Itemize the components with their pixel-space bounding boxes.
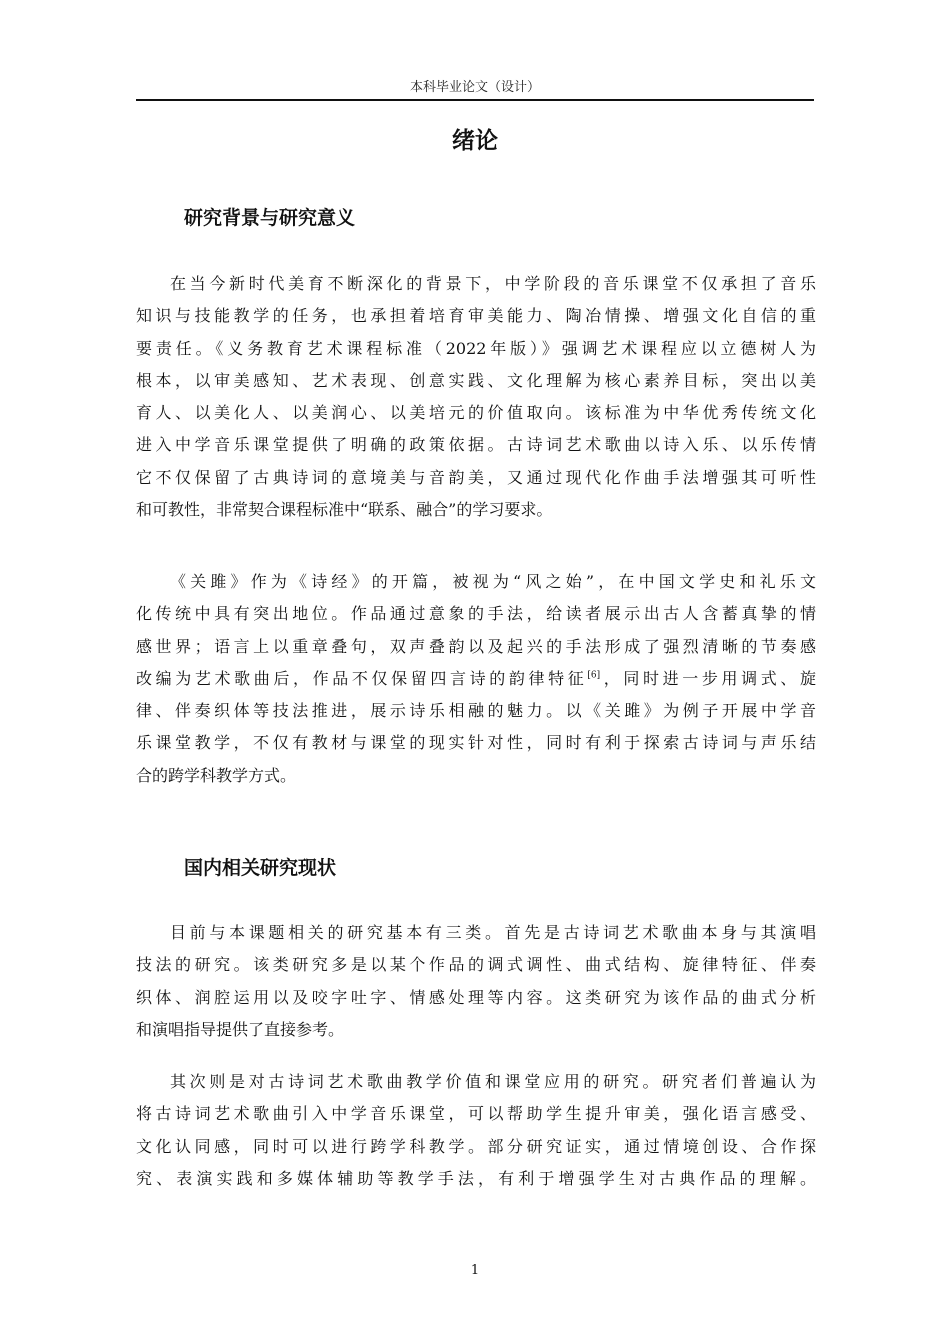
text-line: 律、伴奏织体等技法推进，展示诗乐相融的魅力。以《关雎》为例子开展中学音: [136, 701, 816, 721]
text-line: 《关雎》作为《诗经》的开篇，被视为“风之始”，在中国文学史和礼乐文: [170, 572, 816, 591]
text-line-with-citation: [136, 663, 816, 695]
running-header: 本科毕业论文（设计）: [409, 80, 540, 95]
paragraph-status-2: [136, 1066, 816, 1195]
page-number: 1: [470, 1263, 480, 1278]
text-line: 其次则是对古诗词艺术歌曲教学价值和课堂应用的研究。研究者们普遍认为: [170, 1072, 816, 1091]
text-line: 和可教性，非常契合课程标准中“联系、融合”的学习要求。: [136, 500, 553, 520]
text-line: 技法的研究。该类研究多是以某个作品的调式调性、曲式结构、旋律特征、伴奏: [136, 955, 816, 975]
chapter-title: 绪论: [452, 128, 498, 154]
text-line: 进入中学音乐课堂提供了明确的政策依据。古诗词艺术歌曲以诗入乐、以乐传情: [136, 435, 816, 455]
text-line: 文化认同感，同时可以进行跨学科教学。部分研究证实，通过情境创设、合作探: [136, 1136, 816, 1156]
text-line: 要责任。《义务教育艺术课程标准（2022年版）》强调艺术课程应以立德树人为: [136, 338, 816, 358]
text-line: 和演唱指导提供了直接参考。: [136, 1019, 345, 1039]
text-line: 合的跨学科教学方式。: [136, 765, 297, 785]
text-line: 在当今新时代美育不断深化的背景下，中学阶段的音乐课堂不仅承担了音乐: [170, 274, 816, 293]
text-line: 目前与本课题相关的研究基本有三类。首先是古诗词艺术歌曲本身与其演唱: [170, 923, 816, 942]
paragraph-background-2: [136, 566, 816, 792]
text-line: 育人、以美化人、以美润心、以美培元的价值取向。该标准为中华优秀传统文化: [136, 403, 816, 423]
text-line: 究、表演实践和多媒体辅助等教学手法，有利于增强学生对古典作品的理解。: [136, 1168, 816, 1188]
section-heading-research-status: 国内相关研究现状: [184, 857, 337, 879]
text-segment: 改编为艺术歌曲后，作品不仅保留四言诗的韵律特征: [136, 668, 588, 688]
text-line: 知识与技能教学的任务，也承担着培育审美能力、陶冶情操、增强文化自信的重: [136, 306, 816, 326]
text-line: 乐课堂教学，不仅有教材与课堂的现实针对性，同时有利于探索古诗词与声乐结: [136, 733, 816, 753]
section-heading-background: 研究背景与研究意义: [184, 207, 356, 229]
header-rule: [136, 99, 814, 101]
text-line: 感世界；语言上以重章叠句，双声叠韵以及起兴的手法形成了强烈清晰的节奏感: [136, 636, 816, 656]
text-line: 化传统中具有突出地位。作品通过意象的手法，给读者展示出古人含蓄真挚的情: [136, 604, 816, 624]
paragraph-background-1: [136, 268, 816, 526]
paragraph-status-1: [136, 917, 816, 1046]
text-line: 织体、润腔运用以及咬字吐字、情感处理等内容。这类研究为该作品的曲式分析: [136, 987, 816, 1007]
text-line: 根本，以审美感知、艺术表现、创意实践、文化理解为核心素养目标，突出以美: [136, 370, 816, 390]
text-segment: ，同时进一步用调式、旋: [600, 668, 816, 688]
citation-marker: [6]: [587, 670, 601, 681]
text-line: 将古诗词艺术歌曲引入中学音乐课堂，可以帮助学生提升审美，强化语言感受、: [136, 1104, 816, 1124]
text-line: 它不仅保留了古典诗词的意境美与音韵美，又通过现代化作曲手法增强其可听性: [136, 467, 816, 487]
